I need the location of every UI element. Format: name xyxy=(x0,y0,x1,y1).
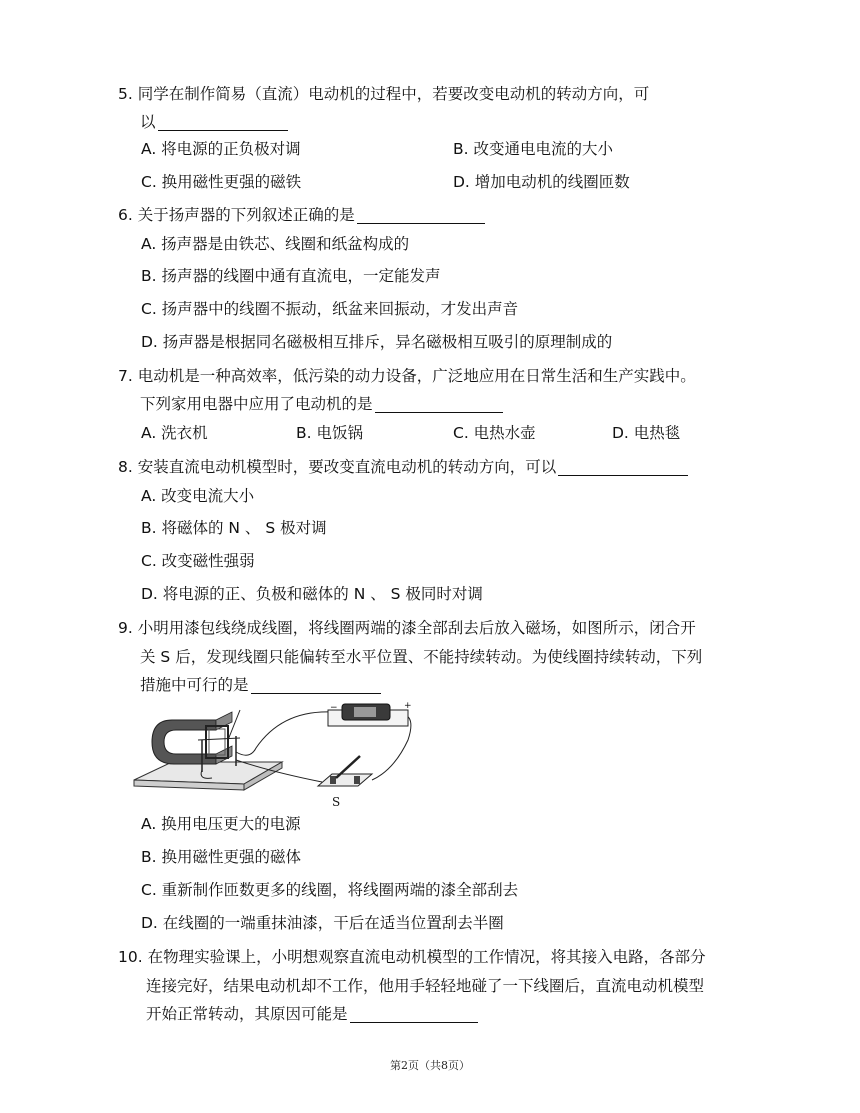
q10-stem-line3 xyxy=(146,1004,478,1024)
q9-option-d: D. 在线圈的一端重抹油漆，干后在适当位置刮去半圈 xyxy=(141,914,504,932)
q8-option-b: B. 将磁体的 N 、 S 极对调 xyxy=(141,519,327,537)
answer-blank[interactable] xyxy=(357,205,485,224)
q7-option-a: A. 洗衣机 xyxy=(141,424,208,442)
q7-option-b: B. 电饭锅 xyxy=(296,424,363,442)
q9-stem-line1: 9. 小明用漆包线绕成线圈，将线圈两端的漆全部刮去后放入磁场，如图所示，闭合开 xyxy=(118,619,696,637)
q6-option-b: B. 扬声器的线圈中通有直流电，一定能发声 xyxy=(141,267,441,285)
q6-stem-line1 xyxy=(118,205,485,225)
q6-option-c: C. 扬声器中的线圈不振动，纸盆来回振动，才发出声音 xyxy=(141,300,519,318)
answer-blank[interactable] xyxy=(375,394,503,413)
switch-base-icon xyxy=(318,774,372,786)
q6-option-d: D. 扬声器是根据同名磁极相互排斥，异名磁极相互吸引的原理制成的 xyxy=(141,333,613,351)
q8-option-d: D. 将电源的正、负极和磁体的 N 、 S 极同时对调 xyxy=(141,585,483,603)
motor-circuit-figure xyxy=(132,700,417,810)
q7-stem-line1: 7. 电动机是一种高效率，低污染的动力设备，广泛地应用在日常生活和生产实践中。 xyxy=(118,367,696,385)
q9-option-c: C. 重新制作匝数更多的线圈，将线圈两端的漆全部刮去 xyxy=(141,881,519,899)
answer-blank[interactable] xyxy=(558,457,688,476)
q5-stem-line2 xyxy=(140,112,288,132)
q5-stem-line1: 5. 同学在制作简易（直流）电动机的过程中，若要改变电动机的转动方向，可 xyxy=(118,85,650,103)
q5-option-b: B. 改变通电电流的大小 xyxy=(453,140,613,158)
q5-option-a: A. 将电源的正负极对调 xyxy=(141,140,301,158)
q9-stem-text: 措施中可行的是 xyxy=(140,676,249,694)
svg-text:+: + xyxy=(404,701,412,711)
svg-text:−: − xyxy=(330,703,338,713)
q8-option-a: A. 改变电流大小 xyxy=(141,487,255,505)
q7-option-d: D. 电热毯 xyxy=(612,424,681,442)
answer-blank[interactable] xyxy=(251,675,381,694)
q7-stem-text: 下列家用电器中应用了电动机的是 xyxy=(140,395,373,413)
switch-label: S xyxy=(332,795,341,809)
q8-option-c: C. 改变磁性强弱 xyxy=(141,552,255,570)
answer-blank[interactable] xyxy=(350,1004,478,1023)
motor-circuit-diagram xyxy=(132,700,417,810)
page-footer: 第2页（共8页） xyxy=(390,1059,470,1072)
q10-stem-text: 开始正常转动，其原因可能是 xyxy=(146,1005,348,1023)
q5-stem-text: 以 xyxy=(140,113,156,131)
q10-stem-line1: 10. 在物理实验课上，小明想观察直流电动机模型的工作情况，将其接入电路，各部分 xyxy=(118,948,706,966)
q6-stem-text: 6. 关于扬声器的下列叙述正确的是 xyxy=(118,206,355,224)
q5-option-c: C. 换用磁性更强的磁铁 xyxy=(141,173,302,191)
q7-stem-line2 xyxy=(140,394,503,414)
q9-option-b: B. 换用磁性更强的磁体 xyxy=(141,848,301,866)
q9-stem-line3 xyxy=(140,675,381,695)
q6-option-a: A. 扬声器是由铁芯、线圈和纸盆构成的 xyxy=(141,235,410,253)
q7-option-c: C. 电热水壶 xyxy=(453,424,536,442)
q10-stem-line2: 连接完好，结果电动机却不工作，他用手轻轻地碰了一下线圈后，直流电动机模型 xyxy=(146,977,705,995)
answer-blank[interactable] xyxy=(158,112,288,131)
q8-stem-text: 8. 安装直流电动机模型时，要改变直流电动机的转动方向，可以 xyxy=(118,458,557,476)
q9-option-a: A. 换用电压更大的电源 xyxy=(141,815,301,833)
q9-stem-line2: 关 S 后，发现线圈只能偏转至水平位置、不能持续转动。为使线圈持续转动，下列 xyxy=(140,648,703,666)
q8-stem-line1 xyxy=(118,457,688,477)
q5-option-d: D. 增加电动机的线圈匝数 xyxy=(453,173,630,191)
